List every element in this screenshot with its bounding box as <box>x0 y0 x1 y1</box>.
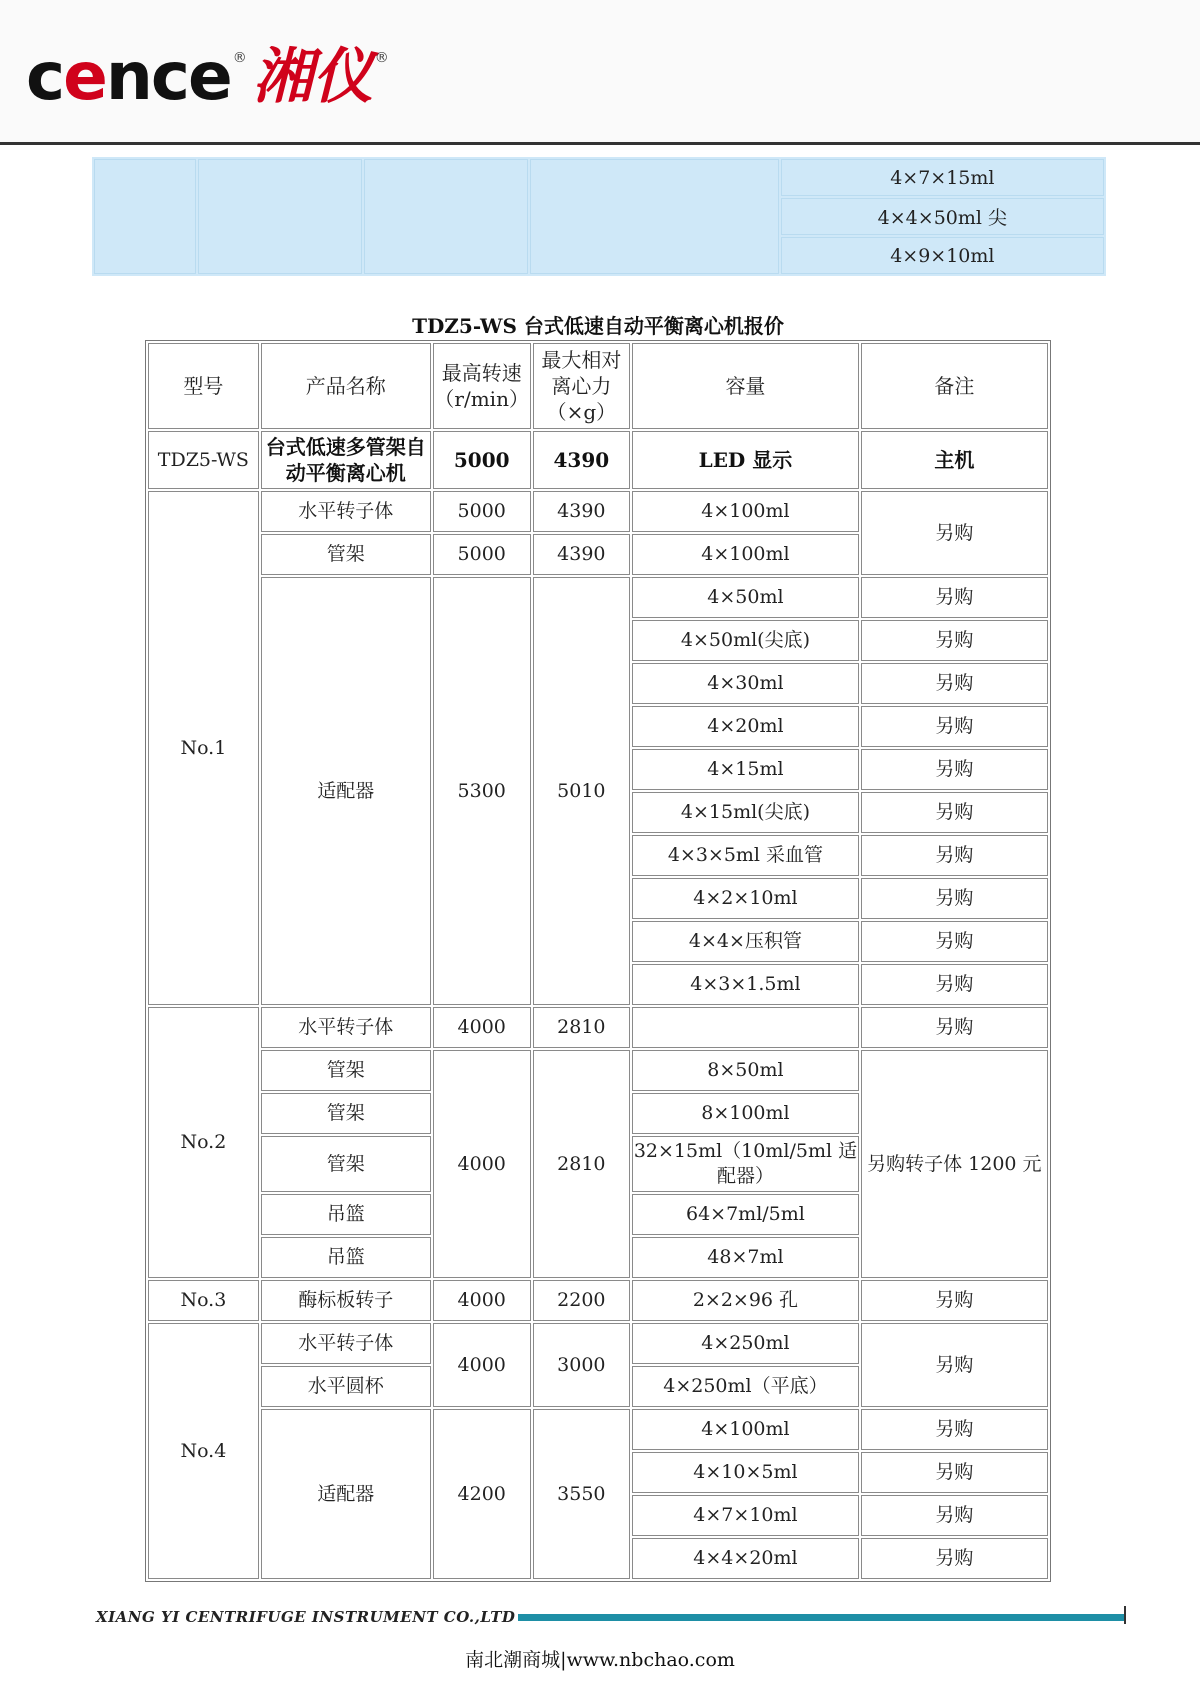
adapter-note: 另购 <box>861 1495 1048 1536</box>
no1-adapter-rcf: 5010 <box>533 577 631 1005</box>
no2-item-capacity: 32×15ml（10ml/5ml 适配器） <box>632 1136 859 1192</box>
adapter-note: 另购 <box>861 792 1048 833</box>
continued-table-fragment <box>92 157 1106 276</box>
table-row <box>148 1050 1048 1091</box>
table-row <box>148 1409 1048 1450</box>
no1-rotor-speed: 5000 <box>433 491 531 532</box>
main-capacity: LED 显示 <box>632 431 859 489</box>
logo-chinese: 湘仪 <box>252 42 373 112</box>
no1-rack-capacity: 4×100ml <box>632 534 859 575</box>
adapter-note: 另购 <box>861 749 1048 790</box>
table-row <box>148 491 1048 532</box>
top-empty-cell <box>94 159 196 274</box>
no4-rotor-rcf: 3000 <box>533 1323 631 1407</box>
no2-label: No.2 <box>148 1007 259 1278</box>
no2-group-speed: 4000 <box>433 1050 531 1278</box>
no2-group-rcf: 2810 <box>533 1050 631 1278</box>
adapter-capacity: 4×50ml(尖底) <box>632 620 859 661</box>
no2-rotor-capacity <box>632 1007 859 1048</box>
no4-rotor-note: 另购 <box>861 1323 1048 1407</box>
main-unit-row <box>148 431 1048 489</box>
main-rcf: 4390 <box>533 431 631 489</box>
no1-rack-speed: 5000 <box>433 534 531 575</box>
no3-name: 酶标板转子 <box>261 1280 431 1321</box>
main-model: TDZ5-WS <box>148 431 259 489</box>
logo-registered-mark: ® <box>232 50 247 66</box>
no1-adapter-name: 适配器 <box>261 577 431 1005</box>
table-row <box>148 1323 1048 1364</box>
price-table <box>145 340 1051 1582</box>
header-divider <box>0 142 1200 145</box>
no2-item-capacity: 48×7ml <box>632 1237 859 1278</box>
no2-rotor-name: 水平转子体 <box>261 1007 431 1048</box>
no3-speed: 4000 <box>433 1280 531 1321</box>
adapter-capacity: 4×7×10ml <box>632 1495 859 1536</box>
adapter-note: 另购 <box>861 663 1048 704</box>
header-speed: 最高转速（r/min） <box>433 343 531 429</box>
no2-item-capacity: 8×50ml <box>632 1050 859 1091</box>
no4-cup-capacity: 4×250ml（平底） <box>632 1366 859 1407</box>
adapter-note: 另购 <box>861 835 1048 876</box>
top-capacity-cell: 4×4×50ml 尖 <box>781 198 1104 235</box>
adapter-capacity: 4×15ml <box>632 749 859 790</box>
no1-adapter-speed: 5300 <box>433 577 531 1005</box>
adapter-capacity: 4×100ml <box>632 1409 859 1450</box>
top-capacity-cell: 4×7×15ml <box>781 159 1104 196</box>
adapter-capacity: 4×20ml <box>632 706 859 747</box>
header-model: 型号 <box>148 343 259 429</box>
adapter-note: 另购 <box>861 706 1048 747</box>
top-empty-cell <box>364 159 528 274</box>
adapter-capacity: 4×30ml <box>632 663 859 704</box>
no4-adapter-speed: 4200 <box>433 1409 531 1579</box>
adapter-note: 另购 <box>861 921 1048 962</box>
no3-rcf: 2200 <box>533 1280 631 1321</box>
footer-company-name: XIANG YI CENTRIFUGE INSTRUMENT CO.,LTD <box>96 1608 516 1626</box>
adapter-note: 另购 <box>861 878 1048 919</box>
adapter-note: 另购 <box>861 620 1048 661</box>
no3-note: 另购 <box>861 1280 1048 1321</box>
top-empty-cell <box>198 159 362 274</box>
no1-rack-rcf: 4390 <box>533 534 631 575</box>
no1-rack-name: 管架 <box>261 534 431 575</box>
adapter-capacity: 4×3×5ml 采血管 <box>632 835 859 876</box>
adapter-capacity: 4×15ml(尖底) <box>632 792 859 833</box>
adapter-capacity: 4×4×20ml <box>632 1538 859 1579</box>
no2-group-note: 另购转子体 1200 元 <box>861 1050 1048 1278</box>
table-row <box>148 1007 1048 1048</box>
adapter-note: 另购 <box>861 1452 1048 1493</box>
no3-capacity: 2×2×96 孔 <box>632 1280 859 1321</box>
footer-rule <box>518 1614 1125 1621</box>
no2-rotor-speed: 4000 <box>433 1007 531 1048</box>
no2-item-name: 管架 <box>261 1050 431 1091</box>
no1-rotor-note: 另购 <box>861 491 1048 575</box>
no4-label: No.4 <box>148 1323 259 1579</box>
adapter-note: 另购 <box>861 964 1048 1005</box>
no2-item-capacity: 8×100ml <box>632 1093 859 1134</box>
main-speed: 5000 <box>433 431 531 489</box>
no2-item-name: 吊篮 <box>261 1194 431 1235</box>
no1-label: No.1 <box>148 491 259 1005</box>
top-empty-cell <box>530 159 779 274</box>
no2-item-capacity: 64×7ml/5ml <box>632 1194 859 1235</box>
no2-item-name: 管架 <box>261 1136 431 1192</box>
header-note: 备注 <box>861 343 1048 429</box>
header-capacity: 容量 <box>632 343 859 429</box>
no4-adapter-name: 适配器 <box>261 1409 431 1579</box>
no2-item-name: 管架 <box>261 1093 431 1134</box>
adapter-capacity: 4×3×1.5ml <box>632 964 859 1005</box>
adapter-note: 另购 <box>861 1538 1048 1579</box>
header-name: 产品名称 <box>261 343 431 429</box>
no2-rotor-rcf: 2810 <box>533 1007 631 1048</box>
no4-rotor-speed: 4000 <box>433 1323 531 1407</box>
no1-rotor-name: 水平转子体 <box>261 491 431 532</box>
no4-rotor-name: 水平转子体 <box>261 1323 431 1364</box>
no4-adapter-rcf: 3550 <box>533 1409 631 1579</box>
no4-rotor-capacity: 4×250ml <box>632 1323 859 1364</box>
footer-site-link[interactable]: 南北潮商城|www.nbchao.com <box>465 1649 735 1671</box>
no4-cup-name: 水平圆杯 <box>261 1366 431 1407</box>
header-row <box>148 343 1048 429</box>
adapter-capacity: 4×4×压积管 <box>632 921 859 962</box>
adapter-capacity: 4×10×5ml <box>632 1452 859 1493</box>
table-caption: TDZ5-WS 台式低速自动平衡离心机报价 <box>412 314 784 338</box>
table-row <box>148 577 1048 618</box>
adapter-capacity: 4×50ml <box>632 577 859 618</box>
logo-english: cence <box>26 38 231 115</box>
header-rcf: 最大相对离心力（×g） <box>533 343 631 429</box>
logo-cn-registered-mark: ® <box>374 50 389 66</box>
no1-rotor-capacity: 4×100ml <box>632 491 859 532</box>
no3-label: No.3 <box>148 1280 259 1321</box>
adapter-capacity: 4×2×10ml <box>632 878 859 919</box>
top-capacity-cell: 4×9×10ml <box>781 237 1104 274</box>
no1-rotor-rcf: 4390 <box>533 491 631 532</box>
brand-logo <box>26 38 395 115</box>
no2-item-name: 吊篮 <box>261 1237 431 1278</box>
no2-rotor-note: 另购 <box>861 1007 1048 1048</box>
adapter-note: 另购 <box>861 1409 1048 1450</box>
table-row <box>148 1280 1048 1321</box>
adapter-note: 另购 <box>861 577 1048 618</box>
main-name: 台式低速多管架自动平衡离心机 <box>261 431 431 489</box>
footer-rule-end <box>1124 1606 1126 1624</box>
main-note: 主机 <box>861 431 1048 489</box>
